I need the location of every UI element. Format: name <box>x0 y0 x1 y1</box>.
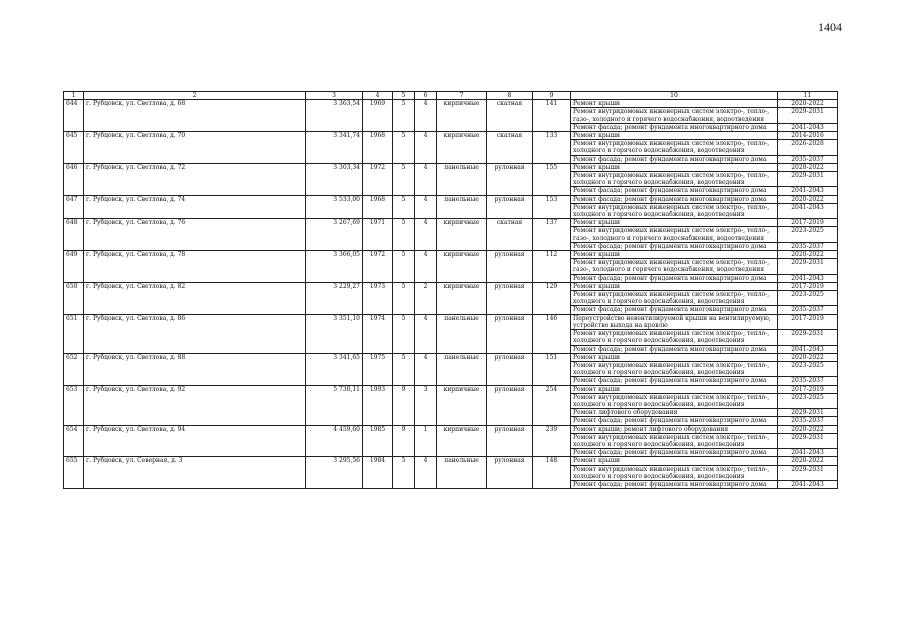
area-cell: 5 730,11 <box>306 385 363 425</box>
work-type-cell: Ремонт внутридомовых инженерных систем электро-, тепло-, холодного и горячего водоснабжения, водоотведения <box>571 203 778 218</box>
entrances-cell: 4 <box>415 314 437 353</box>
wall-material-cell: панельные <box>437 457 487 489</box>
apartments-cell: 239 <box>533 425 571 457</box>
entrances-cell: 4 <box>415 163 437 195</box>
work-type-cell: Ремонт внутридомовых инженерных систем электро-, тепло-, газо-, холодного и горячего водоснабжения, водоотведения <box>571 108 778 123</box>
work-period-cell: 2029-2031 <box>778 259 838 274</box>
row-number-cell: 653 <box>64 385 84 425</box>
work-type-cell: Ремонт фасада; ремонт фундамента многоквартирного дома <box>571 449 778 457</box>
area-cell: 3 341,74 <box>306 132 363 164</box>
house-row <box>64 163 838 171</box>
work-type-cell: Ремонт лифтового оборудования <box>571 409 778 417</box>
house-row <box>64 132 838 140</box>
entrances-cell: 1 <box>415 425 437 457</box>
column-number: 2 <box>84 92 306 100</box>
work-period-cell: 2035-2037 <box>778 417 838 425</box>
floors-cell: 5 <box>393 314 415 353</box>
work-period-cell: 2023-2025 <box>778 393 838 408</box>
work-type-cell: Переустройство невентилируемой крыши на вентилируемую, устройство выхода на кровлю <box>571 314 778 329</box>
wall-material-cell: панельные <box>437 195 487 219</box>
row-number-cell: 655 <box>64 457 84 489</box>
address-cell: г. Рубцовск, ул. Светлова, д. 88 <box>84 353 306 385</box>
address-cell: г. Рубцовск, ул. Светлова, д. 76 <box>84 219 306 251</box>
floors-cell: 5 <box>393 163 415 195</box>
work-type-cell: Ремонт крыши <box>571 163 778 171</box>
roof-type-cell: рулонная <box>487 195 533 219</box>
roof-type-cell: рулонная <box>487 314 533 353</box>
row-number-cell: 649 <box>64 251 84 283</box>
house-row <box>64 100 838 108</box>
roof-type-cell: рулонная <box>487 282 533 314</box>
floors-cell: 5 <box>393 282 415 314</box>
apartments-cell: 153 <box>533 195 571 219</box>
build-year-cell: 1971 <box>363 219 393 251</box>
work-period-cell: 2017-2019 <box>778 219 838 227</box>
work-type-cell: Ремонт крыши <box>571 251 778 259</box>
build-year-cell: 1973 <box>363 282 393 314</box>
build-year-cell: 1975 <box>363 353 393 385</box>
entrances-cell: 4 <box>415 251 437 283</box>
work-type-cell: Ремонт фасада; ремонт фундамента многоквартирного дома <box>571 306 778 314</box>
column-number: 4 <box>363 92 393 100</box>
address-cell: г. Рубцовск, ул. Северная, д. 3 <box>84 457 306 489</box>
wall-material-cell: кирпичные <box>437 251 487 283</box>
work-type-cell: Ремонт фасада; ремонт фундамента многоквартирного дома <box>571 242 778 250</box>
wall-material-cell: кирпичные <box>437 282 487 314</box>
address-cell: г. Рубцовск, ул. Светлова, д. 72 <box>84 163 306 195</box>
work-period-cell: 2035-2037 <box>778 306 838 314</box>
work-type-cell: Ремонт крыши <box>571 282 778 290</box>
work-type-cell: Ремонт фасада; ремонт фундамента многоквартирного дома <box>571 187 778 195</box>
address-cell: г. Рубцовск, ул. Светлова, д. 74 <box>84 195 306 219</box>
wall-material-cell: панельные <box>437 163 487 195</box>
work-period-cell: 2035-2037 <box>778 155 838 163</box>
work-type-cell: Ремонт крыши <box>571 385 778 393</box>
address-cell: г. Рубцовск, ул. Светлова, д. 68 <box>84 100 306 132</box>
roof-type-cell: скатная <box>487 100 533 132</box>
entrances-cell: 4 <box>415 195 437 219</box>
work-period-cell: 2017-2019 <box>778 314 838 329</box>
build-year-cell: 1968 <box>363 195 393 219</box>
house-row <box>64 282 838 290</box>
floors-cell: 5 <box>393 219 415 251</box>
work-period-cell: 2041-2043 <box>778 345 838 353</box>
entrances-cell: 2 <box>415 282 437 314</box>
column-number-row <box>64 92 838 100</box>
area-cell: 4 459,60 <box>306 425 363 457</box>
address-cell: г. Рубцовск, ул. Светлова, д. 82 <box>84 282 306 314</box>
address-cell: г. Рубцовск, ул. Светлова, д. 94 <box>84 425 306 457</box>
wall-material-cell: кирпичные <box>437 100 487 132</box>
area-cell: 3 341,65 <box>306 353 363 385</box>
work-period-cell: 2023-2025 <box>778 361 838 376</box>
work-type-cell: Ремонт фасада; ремонт фундамента многоквартирного дома <box>571 274 778 282</box>
address-cell: г. Рубцовск, ул. Светлова, д. 78 <box>84 251 306 283</box>
area-cell: 3 351,10 <box>306 314 363 353</box>
apartments-cell: 133 <box>533 132 571 164</box>
roof-type-cell: рулонная <box>487 251 533 283</box>
house-row <box>64 251 838 259</box>
build-year-cell: 1984 <box>363 457 393 489</box>
floors-cell: 5 <box>393 132 415 164</box>
work-period-cell: 2029-2031 <box>778 465 838 480</box>
work-period-cell: 2041-2043 <box>778 187 838 195</box>
address-cell: г. Рубцовск, ул. Светлова, д. 70 <box>84 132 306 164</box>
wall-material-cell: кирпичные <box>437 132 487 164</box>
row-number-cell: 650 <box>64 282 84 314</box>
work-period-cell: 2026-2028 <box>778 140 838 155</box>
roof-type-cell: скатная <box>487 132 533 164</box>
column-number: 6 <box>415 92 437 100</box>
wall-material-cell: кирпичные <box>437 219 487 251</box>
work-type-cell: Ремонт фасада; ремонт фундамента многоквартирного дома <box>571 195 778 203</box>
apartments-cell: 141 <box>533 100 571 132</box>
area-cell: 3 267,69 <box>306 219 363 251</box>
work-period-cell: 2017-2019 <box>778 385 838 393</box>
work-type-cell: Ремонт внутридомовых инженерных систем электро-, тепло-, газо-, холодного и горячего водоснабжения, водоотведения <box>571 259 778 274</box>
work-period-cell: 2020-2022 <box>778 100 838 108</box>
work-type-cell: Ремонт крыши; ремонт лифтового оборудования <box>571 425 778 433</box>
row-number-cell: 646 <box>64 163 84 195</box>
work-period-cell: 2017-2019 <box>778 282 838 290</box>
floors-cell: 9 <box>393 425 415 457</box>
floors-cell: 9 <box>393 385 415 425</box>
work-period-cell: 2023-2025 <box>778 227 838 242</box>
work-period-cell: 2041-2043 <box>778 449 838 457</box>
wall-material-cell: кирпичные <box>437 425 487 457</box>
column-number: 5 <box>393 92 415 100</box>
apartments-cell: 112 <box>533 251 571 283</box>
work-type-cell: Ремонт крыши <box>571 132 778 140</box>
work-type-cell: Ремонт фасада; ремонт фундамента многоквартирного дома <box>571 417 778 425</box>
work-period-cell: 2029-2031 <box>778 433 838 448</box>
roof-type-cell: рулонная <box>487 163 533 195</box>
column-number: 10 <box>571 92 778 100</box>
area-cell: 3 229,27 <box>306 282 363 314</box>
apartments-cell: 137 <box>533 219 571 251</box>
roof-type-cell: рулонная <box>487 457 533 489</box>
area-cell: 3 366,05 <box>306 251 363 283</box>
work-period-cell: 2029-2031 <box>778 330 838 345</box>
entrances-cell: 4 <box>415 219 437 251</box>
row-number-cell: 647 <box>64 195 84 219</box>
work-period-cell: 2020-2022 <box>778 425 838 433</box>
build-year-cell: 1972 <box>363 163 393 195</box>
area-cell: 3 295,56 <box>306 457 363 489</box>
address-cell: г. Рубцовск, ул. Светлова, д. 92 <box>84 385 306 425</box>
work-type-cell: Ремонт внутридомовых инженерных систем электро-, тепло-, холодного и горячего водоснабжения, водоотведения <box>571 140 778 155</box>
work-type-cell: Ремонт фасада; ремонт фундамента многоквартирного дома <box>571 123 778 131</box>
floors-cell: 5 <box>393 251 415 283</box>
build-year-cell: 1985 <box>363 425 393 457</box>
house-row <box>64 195 838 203</box>
build-year-cell: 1972 <box>363 251 393 283</box>
area-cell: 3 303,34 <box>306 163 363 195</box>
floors-cell: 5 <box>393 195 415 219</box>
build-year-cell: 1974 <box>363 314 393 353</box>
apartments-cell: 148 <box>533 457 571 489</box>
entrances-cell: 4 <box>415 100 437 132</box>
work-type-cell: Ремонт внутридомовых инженерных систем электро-, тепло-, холодного и горячего водоснабжения, водоотведения <box>571 433 778 448</box>
address-cell: г. Рубцовск, ул. Светлова, д. 86 <box>84 314 306 353</box>
work-period-cell: 2020-2022 <box>778 195 838 203</box>
work-type-cell: Ремонт крыши <box>571 100 778 108</box>
roof-type-cell: рулонная <box>487 385 533 425</box>
work-period-cell: 2035-2037 <box>778 377 838 385</box>
work-type-cell: Ремонт крыши <box>571 219 778 227</box>
work-type-cell: Ремонт внутридомовых инженерных систем электро-, тепло-, холодного и горячего водоснабжения, водоотведения <box>571 361 778 376</box>
work-period-cell: 2020-2022 <box>778 457 838 465</box>
work-period-cell: 2020-2022 <box>778 353 838 361</box>
work-type-cell: Ремонт внутридомовых инженерных систем электро-, тепло-, холодного и горячего водоснабжения, водоотведения <box>571 291 778 306</box>
work-type-cell: Ремонт внутридомовых инженерных систем электро-, тепло-, холодного и горячего водоснабжения, водоотведения <box>571 172 778 187</box>
roof-type-cell: скатная <box>487 219 533 251</box>
work-type-cell: Ремонт внутридомовых инженерных систем электро-, тепло-, холодного и горячего водоснабжения, водоотведения <box>571 393 778 408</box>
house-row <box>64 385 838 393</box>
column-number: 7 <box>437 92 487 100</box>
column-number: 1 <box>64 92 84 100</box>
work-period-cell: 2020-2022 <box>778 163 838 171</box>
work-type-cell: Ремонт внутридомовых инженерных систем электро-, тепло-, холодного и горячего водоснабжения, водоотведения <box>571 330 778 345</box>
row-number-cell: 648 <box>64 219 84 251</box>
wall-material-cell: кирпичные <box>437 385 487 425</box>
entrances-cell: 4 <box>415 457 437 489</box>
work-type-cell: Ремонт фасада; ремонт фундамента многоквартирного дома <box>571 155 778 163</box>
work-period-cell: 2041-2043 <box>778 123 838 131</box>
entrances-cell: 4 <box>415 132 437 164</box>
build-year-cell: 1969 <box>363 100 393 132</box>
row-number-cell: 645 <box>64 132 84 164</box>
column-number: 3 <box>306 92 363 100</box>
work-period-cell: 2029-2031 <box>778 172 838 187</box>
house-row <box>64 314 838 329</box>
house-row <box>64 353 838 361</box>
apartments-cell: 151 <box>533 353 571 385</box>
apartments-cell: 254 <box>533 385 571 425</box>
apartments-cell: 146 <box>533 314 571 353</box>
floors-cell: 5 <box>393 100 415 132</box>
work-period-cell: 2014-2016 <box>778 132 838 140</box>
wall-material-cell: панельные <box>437 314 487 353</box>
page-number: 1404 <box>818 20 842 34</box>
work-type-cell: Ремонт крыши <box>571 353 778 361</box>
entrances-cell: 3 <box>415 385 437 425</box>
work-period-cell: 2041-2043 <box>778 480 838 488</box>
work-period-cell: 2035-2037 <box>778 242 838 250</box>
work-period-cell: 2041-2043 <box>778 274 838 282</box>
work-period-cell: 2020-2022 <box>778 251 838 259</box>
row-number-cell: 652 <box>64 353 84 385</box>
work-type-cell: Ремонт фасада; ремонт фундамента многоквартирного дома <box>571 345 778 353</box>
work-type-cell: Ремонт фасада; ремонт фундамента многоквартирного дома <box>571 377 778 385</box>
row-number-cell: 654 <box>64 425 84 457</box>
build-year-cell: 1993 <box>363 385 393 425</box>
work-period-cell: 2023-2025 <box>778 291 838 306</box>
column-number: 8 <box>487 92 533 100</box>
entrances-cell: 4 <box>415 353 437 385</box>
build-year-cell: 1968 <box>363 132 393 164</box>
area-cell: 3 533,00 <box>306 195 363 219</box>
work-type-cell: Ремонт внутридомовых инженерных систем электро-, тепло-, газо-, холодного и горячего водоснабжения, водоотведения <box>571 227 778 242</box>
capital-repair-register-table <box>63 91 838 489</box>
house-row <box>64 219 838 227</box>
roof-type-cell: рулонная <box>487 353 533 385</box>
work-type-cell: Ремонт крыши <box>571 457 778 465</box>
roof-type-cell: рулонная <box>487 425 533 457</box>
floors-cell: 5 <box>393 457 415 489</box>
wall-material-cell: панельные <box>437 353 487 385</box>
column-number: 11 <box>778 92 838 100</box>
row-number-cell: 644 <box>64 100 84 132</box>
house-row <box>64 425 838 433</box>
apartments-cell: 155 <box>533 163 571 195</box>
house-row <box>64 457 838 465</box>
work-period-cell: 2041-2043 <box>778 203 838 218</box>
work-type-cell: Ремонт внутридомовых инженерных систем электро-, тепло-, холодного и горячего водоснабжения, водоотведения <box>571 465 778 480</box>
area-cell: 3 363,54 <box>306 100 363 132</box>
work-period-cell: 2029-2031 <box>778 409 838 417</box>
work-period-cell: 2029-2031 <box>778 108 838 123</box>
row-number-cell: 651 <box>64 314 84 353</box>
column-number: 9 <box>533 92 571 100</box>
apartments-cell: 129 <box>533 282 571 314</box>
work-type-cell: Ремонт фасада; ремонт фундамента многоквартирного дома <box>571 480 778 488</box>
floors-cell: 5 <box>393 353 415 385</box>
